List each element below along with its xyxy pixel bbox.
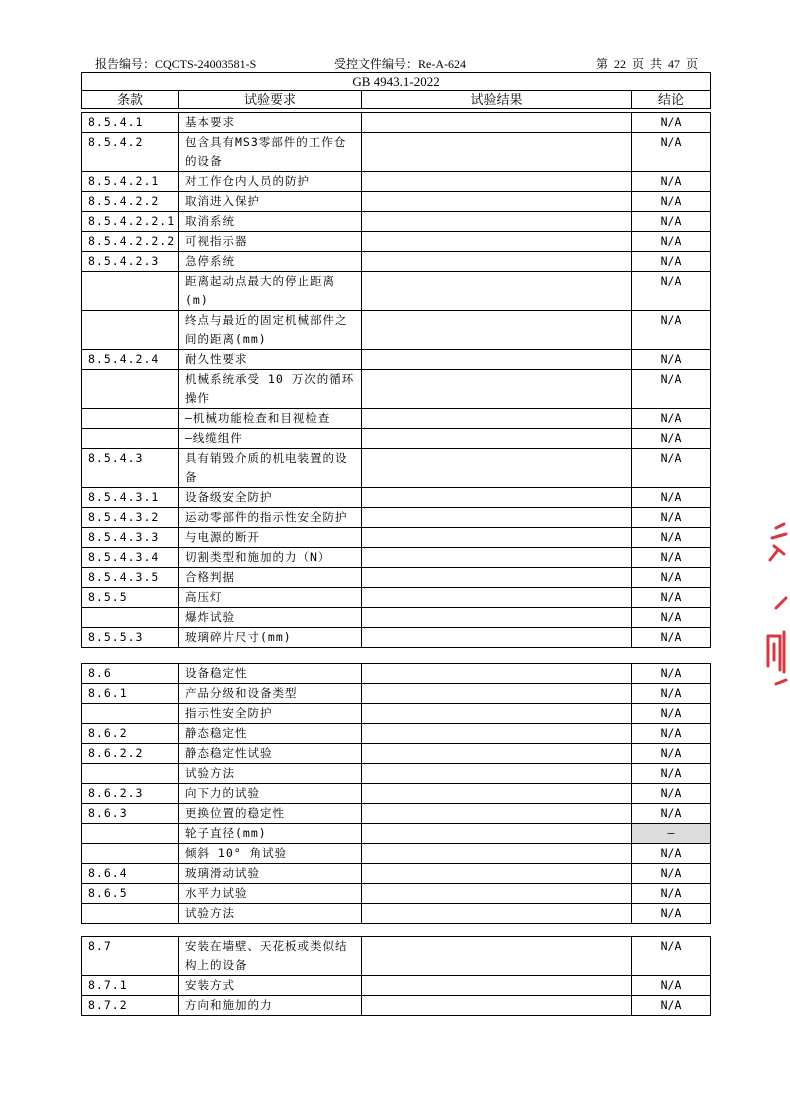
result-cell bbox=[362, 608, 632, 628]
result-cell bbox=[362, 508, 632, 528]
clause-cell: 8.5.4.2 bbox=[82, 133, 179, 172]
verdict-cell: N/A bbox=[632, 996, 711, 1016]
clause-cell: 8.5.4.3 bbox=[82, 449, 179, 488]
clause-table-8-7 bbox=[81, 936, 711, 1016]
requirement-cell: 耐久性要求 bbox=[179, 350, 362, 370]
page-number: 第 22 页 共 47 页 bbox=[595, 57, 698, 71]
table-row bbox=[82, 996, 711, 1016]
result-cell bbox=[362, 311, 632, 350]
result-cell bbox=[362, 704, 632, 724]
result-cell bbox=[362, 764, 632, 784]
verdict-cell: N/A bbox=[632, 508, 711, 528]
verdict-cell: N/A bbox=[632, 449, 711, 488]
verdict-cell: N/A bbox=[632, 311, 711, 350]
table-row bbox=[82, 976, 711, 996]
result-cell bbox=[362, 844, 632, 864]
table-row bbox=[82, 429, 711, 449]
verdict-cell: N/A bbox=[632, 488, 711, 508]
clause-cell: 8.5.4.3.2 bbox=[82, 508, 179, 528]
clause-cell: 8.5.4.2.2 bbox=[82, 192, 179, 212]
requirement-cell: 基本要求 bbox=[179, 113, 362, 133]
verdict-cell: N/A bbox=[632, 976, 711, 996]
clause-cell bbox=[82, 370, 179, 409]
verdict-cell: N/A bbox=[632, 684, 711, 704]
requirement-cell: 设备级安全防护 bbox=[179, 488, 362, 508]
clause-cell bbox=[82, 844, 179, 864]
table-row bbox=[82, 724, 711, 744]
clause-cell: 8.5.4.3.1 bbox=[82, 488, 179, 508]
requirement-cell: 安装方式 bbox=[179, 976, 362, 996]
requirement-cell: 设备稳定性 bbox=[179, 664, 362, 684]
verdict-cell: N/A bbox=[632, 937, 711, 976]
verdict-cell: N/A bbox=[632, 744, 711, 764]
verdict-cell: N/A bbox=[632, 172, 711, 192]
column-header-row bbox=[82, 91, 711, 109]
table-row bbox=[82, 784, 711, 804]
verdict-cell: N/A bbox=[632, 864, 711, 884]
table-row bbox=[82, 588, 711, 608]
result-cell bbox=[362, 409, 632, 429]
requirement-cell: 倾斜 10° 角试验 bbox=[179, 844, 362, 864]
result-cell bbox=[362, 212, 632, 232]
clause-cell: 8.6.1 bbox=[82, 684, 179, 704]
seal-stamp bbox=[762, 520, 790, 690]
requirement-cell: 急停系统 bbox=[179, 252, 362, 272]
clause-table-8-6 bbox=[81, 663, 711, 924]
table-row bbox=[82, 449, 711, 488]
clause-cell: 8.5.4.1 bbox=[82, 113, 179, 133]
table-row bbox=[82, 628, 711, 648]
verdict-cell: N/A bbox=[632, 568, 711, 588]
clause-cell: 8.6 bbox=[82, 664, 179, 684]
report-number: 报告编号：CQCTS-24003581-S bbox=[95, 57, 257, 71]
clause-cell bbox=[82, 704, 179, 724]
result-cell bbox=[362, 568, 632, 588]
result-cell bbox=[362, 628, 632, 648]
table-row bbox=[82, 172, 711, 192]
table-row bbox=[82, 508, 711, 528]
requirement-cell: 合格判据 bbox=[179, 568, 362, 588]
requirement-cell: 距离起动点最大的停止距离(m) bbox=[179, 272, 362, 311]
requirement-cell: 运动零部件的指示性安全防护 bbox=[179, 508, 362, 528]
table-row bbox=[82, 252, 711, 272]
clause-cell: 8.6.2.3 bbox=[82, 784, 179, 804]
requirement-cell: 终点与最近的固定机械部件之间的距离(mm) bbox=[179, 311, 362, 350]
table-row bbox=[82, 232, 711, 252]
column-verdict: 结论 bbox=[632, 91, 711, 109]
table-row bbox=[82, 704, 711, 724]
table-row bbox=[82, 664, 711, 684]
requirement-cell: 玻璃滑动试验 bbox=[179, 864, 362, 884]
requirement-cell: 机械系统承受 10 万次的循环操作 bbox=[179, 370, 362, 409]
table-row bbox=[82, 684, 711, 704]
requirement-cell: 包含具有MS3零部件的工作仓的设备 bbox=[179, 133, 362, 172]
clause-cell: 8.5.5.3 bbox=[82, 628, 179, 648]
clause-cell: 8.5.4.3.4 bbox=[82, 548, 179, 568]
result-cell bbox=[362, 937, 632, 976]
table-row bbox=[82, 528, 711, 548]
requirement-cell: 高压灯 bbox=[179, 588, 362, 608]
clause-cell: 8.5.4.3.5 bbox=[82, 568, 179, 588]
table-row bbox=[82, 937, 711, 976]
controlled-document-number: 受控文件编号：Re-A-624 bbox=[334, 57, 466, 71]
requirement-cell: 产品分级和设备类型 bbox=[179, 684, 362, 704]
verdict-cell: N/A bbox=[632, 608, 711, 628]
table-row bbox=[82, 884, 711, 904]
table-row bbox=[82, 488, 711, 508]
clause-cell bbox=[82, 904, 179, 924]
result-cell bbox=[362, 784, 632, 804]
column-requirement: 试验要求 bbox=[179, 91, 362, 109]
verdict-cell: N/A bbox=[632, 350, 711, 370]
result-cell bbox=[362, 350, 632, 370]
verdict-cell: N/A bbox=[632, 904, 711, 924]
table-row bbox=[82, 409, 711, 429]
verdict-cell: N/A bbox=[632, 704, 711, 724]
result-cell bbox=[362, 192, 632, 212]
clause-cell: 8.6.2.2 bbox=[82, 744, 179, 764]
requirement-cell: 切割类型和施加的力（N） bbox=[179, 548, 362, 568]
clause-cell: 8.7.1 bbox=[82, 976, 179, 996]
table-row bbox=[82, 608, 711, 628]
clause-cell: 8.6.4 bbox=[82, 864, 179, 884]
result-cell bbox=[362, 976, 632, 996]
clause-cell: 8.5.5 bbox=[82, 588, 179, 608]
requirement-cell: —线缆组件 bbox=[179, 429, 362, 449]
result-cell bbox=[362, 449, 632, 488]
verdict-cell: N/A bbox=[632, 884, 711, 904]
verdict-cell: N/A bbox=[632, 192, 711, 212]
result-cell bbox=[362, 884, 632, 904]
verdict-cell: N/A bbox=[632, 784, 711, 804]
table-row bbox=[82, 212, 711, 232]
column-result: 试验结果 bbox=[362, 91, 632, 109]
table-row bbox=[82, 744, 711, 764]
result-cell bbox=[362, 864, 632, 884]
result-cell bbox=[362, 272, 632, 311]
result-cell bbox=[362, 528, 632, 548]
table-row bbox=[82, 133, 711, 172]
standard-row bbox=[82, 73, 711, 91]
requirement-cell: 静态稳定性 bbox=[179, 724, 362, 744]
verdict-cell: N/A bbox=[632, 272, 711, 311]
table-row bbox=[82, 864, 711, 884]
verdict-cell: N/A bbox=[632, 409, 711, 429]
clause-cell: 8.5.4.2.1 bbox=[82, 172, 179, 192]
clause-cell: 8.6.2 bbox=[82, 724, 179, 744]
table-row bbox=[82, 844, 711, 864]
column-clause: 条款 bbox=[82, 91, 179, 109]
verdict-cell: N/A bbox=[632, 232, 711, 252]
requirement-cell: 对工作仓内人员的防护 bbox=[179, 172, 362, 192]
verdict-cell: N/A bbox=[632, 212, 711, 232]
requirement-cell: 取消进入保护 bbox=[179, 192, 362, 212]
clause-cell bbox=[82, 311, 179, 350]
result-cell bbox=[362, 133, 632, 172]
verdict-cell: N/A bbox=[632, 724, 711, 744]
result-cell bbox=[362, 488, 632, 508]
result-cell bbox=[362, 588, 632, 608]
result-cell bbox=[362, 824, 632, 844]
clause-cell bbox=[82, 409, 179, 429]
verdict-cell: N/A bbox=[632, 113, 711, 133]
clause-cell: 8.7.2 bbox=[82, 996, 179, 1016]
table-row bbox=[82, 311, 711, 350]
clause-cell: 8.5.4.2.2.2 bbox=[82, 232, 179, 252]
result-cell bbox=[362, 370, 632, 409]
verdict-cell: N/A bbox=[632, 429, 711, 449]
result-cell bbox=[362, 664, 632, 684]
clause-cell: 8.5.4.3.3 bbox=[82, 528, 179, 548]
verdict-cell: N/A bbox=[632, 252, 711, 272]
verdict-cell: N/A bbox=[632, 528, 711, 548]
requirement-cell: 轮子直径(mm) bbox=[179, 824, 362, 844]
requirement-cell: 具有销毁介质的机电装置的设备 bbox=[179, 449, 362, 488]
clause-cell: 8.5.4.2.3 bbox=[82, 252, 179, 272]
table-row bbox=[82, 350, 711, 370]
result-cell bbox=[362, 804, 632, 824]
table-row bbox=[82, 548, 711, 568]
clause-cell bbox=[82, 608, 179, 628]
clause-cell bbox=[82, 764, 179, 784]
verdict-cell: N/A bbox=[632, 664, 711, 684]
verdict-cell: N/A bbox=[632, 548, 711, 568]
result-cell bbox=[362, 232, 632, 252]
result-cell bbox=[362, 996, 632, 1016]
requirement-cell: 试验方法 bbox=[179, 904, 362, 924]
requirement-cell: 更换位置的稳定性 bbox=[179, 804, 362, 824]
result-cell bbox=[362, 744, 632, 764]
clause-cell: 8.6.5 bbox=[82, 884, 179, 904]
clause-cell: 8.7 bbox=[82, 937, 179, 976]
verdict-cell: N/A bbox=[632, 370, 711, 409]
requirement-cell: 向下力的试验 bbox=[179, 784, 362, 804]
verdict-cell: N/A bbox=[632, 588, 711, 608]
clause-cell bbox=[82, 272, 179, 311]
clause-cell bbox=[82, 429, 179, 449]
table-row bbox=[82, 113, 711, 133]
result-cell bbox=[362, 684, 632, 704]
requirement-cell: 方向和施加的力 bbox=[179, 996, 362, 1016]
table-row bbox=[82, 904, 711, 924]
requirement-cell: 与电源的断开 bbox=[179, 528, 362, 548]
result-cell bbox=[362, 904, 632, 924]
table-row bbox=[82, 568, 711, 588]
requirement-cell: 试验方法 bbox=[179, 764, 362, 784]
requirement-cell: 取消系统 bbox=[179, 212, 362, 232]
requirement-cell: 水平力试验 bbox=[179, 884, 362, 904]
page-header bbox=[81, 56, 710, 72]
requirement-cell: 玻璃碎片尺寸(mm) bbox=[179, 628, 362, 648]
result-cell bbox=[362, 548, 632, 568]
clause-cell: 8.5.4.2.2.1 bbox=[82, 212, 179, 232]
clause-cell bbox=[82, 824, 179, 844]
table-row bbox=[82, 824, 711, 844]
result-cell bbox=[362, 252, 632, 272]
table-row bbox=[82, 370, 711, 409]
table-header bbox=[81, 72, 711, 109]
result-cell bbox=[362, 429, 632, 449]
requirement-cell: 爆炸试验 bbox=[179, 608, 362, 628]
standard-title: GB 4943.1-2022 bbox=[82, 73, 711, 91]
requirement-cell: 安装在墙壁、天花板或类似结构上的设备 bbox=[179, 937, 362, 976]
requirement-cell: 可视指示器 bbox=[179, 232, 362, 252]
clause-table-8-5 bbox=[81, 112, 711, 648]
result-cell bbox=[362, 113, 632, 133]
verdict-cell: N/A bbox=[632, 804, 711, 824]
result-cell bbox=[362, 172, 632, 192]
requirement-cell: —机械功能检查和目视检查 bbox=[179, 409, 362, 429]
verdict-cell: N/A bbox=[632, 133, 711, 172]
clause-cell: 8.5.4.2.4 bbox=[82, 350, 179, 370]
verdict-cell: N/A bbox=[632, 764, 711, 784]
requirement-cell: 静态稳定性试验 bbox=[179, 744, 362, 764]
clause-cell: 8.6.3 bbox=[82, 804, 179, 824]
result-cell bbox=[362, 724, 632, 744]
table-row bbox=[82, 272, 711, 311]
requirement-cell: 指示性安全防护 bbox=[179, 704, 362, 724]
table-row bbox=[82, 764, 711, 784]
verdict-cell: N/A bbox=[632, 628, 711, 648]
verdict-cell: — bbox=[632, 824, 711, 844]
table-row bbox=[82, 804, 711, 824]
verdict-cell: N/A bbox=[632, 844, 711, 864]
table-row bbox=[82, 192, 711, 212]
